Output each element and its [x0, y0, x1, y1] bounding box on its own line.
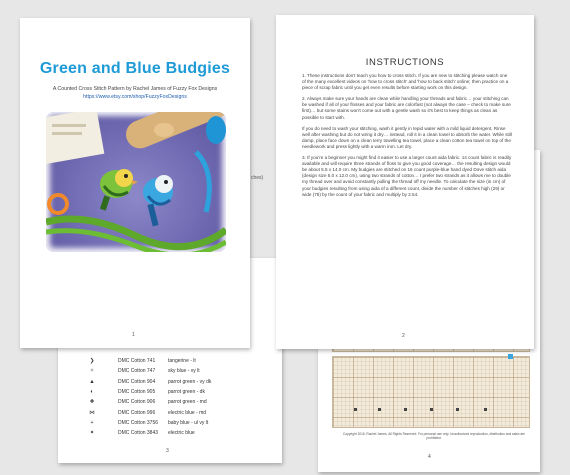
instruction-paragraph: 3. If you're a beginner you might find it easier to use a larger count aida fabric. 14 count fabric is readily available and will require three strands of floss to give you good coverage… the resulting design would be about 5.5 x 14.0 cm. My budgies are stitched on 16 count purple-blue hand dyed Dove stitch aida (design size 5.0 x 12.0 cm), using two strands of cotton… I prefer two strands as it allows me to double my thread over and avoid constantly pulling the thread off my needle. To calculate the size (in cm) of your budgies resulting from using aida of a different count, divide the number of stitches high (29) or wide (78) by the count of your fabric and multiply by 2.54.	[302, 155, 512, 197]
stitch-symbol-icon: ✦	[89, 430, 95, 437]
page-number: 1	[132, 332, 135, 338]
thread-code: DMC Cotton 3756	[118, 419, 159, 426]
thread-code: DMC Cotton 747	[118, 368, 156, 375]
instructions-title: INSTRUCTIONS	[365, 57, 445, 68]
instruction-paragraph: 2. Always make sure your hands are clean while handling your threads and fabric… your stitching can be washed if all of your flosses and your fabric are colorfast (not always the case – check to make sure first)… but some stains won't come out with a gentle wash so it's best to keep things as clean as possible to start with.	[302, 96, 511, 120]
instructions-page	[276, 15, 534, 349]
thread-code: DMC Cotton 906	[118, 399, 156, 406]
stitched-budgies-photo	[46, 112, 226, 252]
thread-code: DMC Cotton 904	[118, 378, 156, 385]
cover-page	[20, 18, 250, 348]
thread-code: DMC Cotton 996	[118, 409, 156, 416]
stitch-symbol-icon: ▲	[89, 378, 95, 385]
shop-url: https://www.etsy.com/shop/FuzzyFoxDesigns	[83, 94, 187, 100]
thread-color-name: parrot green - dk	[168, 388, 205, 395]
thread-color-name: parrot green - md	[168, 399, 207, 406]
thread-code: DMC Cotton 905	[118, 388, 156, 395]
pattern-subtitle: A Counted Cross Stitch Pattern by Rachel James of Fuzzy Fox Designs	[52, 86, 218, 92]
stitch-symbol-icon: ❯	[89, 358, 95, 364]
thread-color-name: parrot green - vy dk	[168, 378, 212, 385]
stitch-symbol-icon: ⋈	[89, 409, 95, 416]
copyright-notice: Copyright 2016, Rachel James. All Rights Reserved. For personal use only. Unauthorized reproduction, distribution and sales are prohibited.	[343, 432, 525, 441]
thread-code: DMC Cotton 741	[118, 358, 156, 364]
thread-color-name: sky blue - vy lt	[168, 368, 200, 375]
stitch-symbol-icon: ✧	[89, 368, 95, 375]
stitch-symbol-icon: ◐	[90, 388, 94, 395]
thread-color-name: baby blue - ul vy lt	[168, 419, 209, 426]
instructions-body	[302, 73, 512, 203]
stitch-symbol-icon: ✚	[89, 399, 95, 406]
thread-color-name: electric blue - md	[168, 409, 207, 416]
instruction-paragraph: 1. These instructions don't teach you how to cross stitch. If you are new to stitching please watch one of the many excellent videos on 'how to cross stitch' and 'how to back stitch' online; then practice on a piece of scrap fabric until you get even results before starting work on this design.	[302, 73, 509, 91]
photo-illustration	[46, 112, 226, 252]
page-number: 4	[428, 454, 431, 460]
thread-code: DMC Cotton 3843	[118, 430, 159, 437]
instruction-paragraph: If you do need to wash your stitching, wash it gently in tepid water with a mild liquid detergent. Rinse well after washing but do not wring it dry… instead, roll it in a clean towel to absorb the water. While still damp, place face down on a clean terry towelling tea towel, place a clean cotton tea towel on top of the needlework and press lightly with a warm iron. Let dry.	[302, 125, 512, 149]
underlying-page-text: ches)	[251, 175, 264, 181]
page-number: 2	[402, 333, 405, 339]
thread-color-name: electric blue	[168, 430, 195, 437]
pattern-title: Green and Blue Budgies	[39, 60, 231, 77]
thread-color-name: tangerine - lt	[168, 358, 196, 364]
page-number: 3	[166, 448, 169, 454]
stitch-symbol-icon: +	[90, 419, 94, 426]
